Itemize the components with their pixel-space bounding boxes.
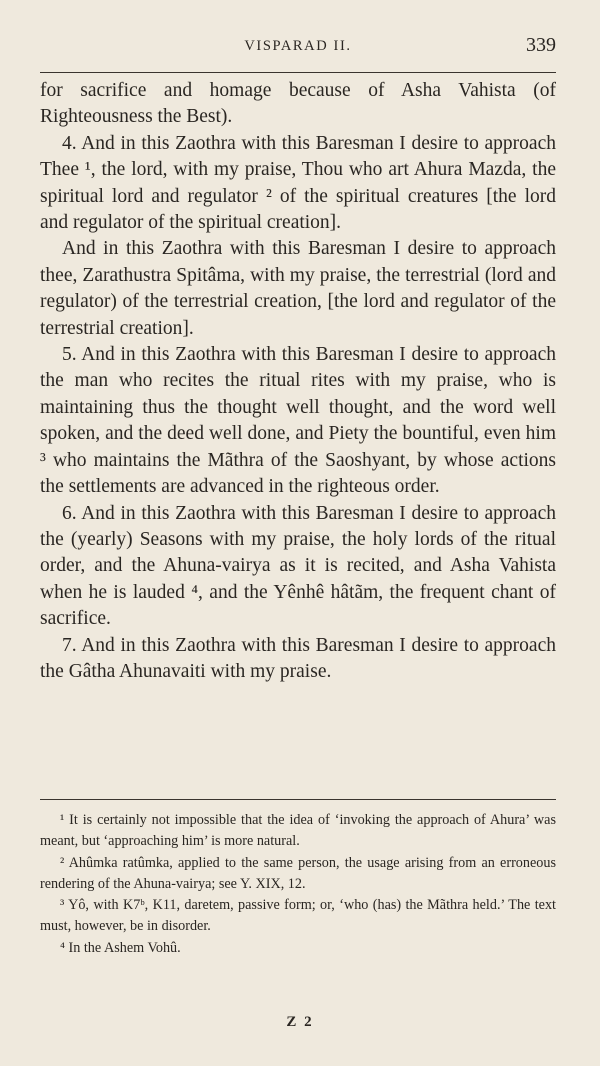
body-text <box>40 78 556 685</box>
header-rule <box>40 72 556 73</box>
paragraph: 4. And in this Zaothra with this Baresman I desire to approach Thee ¹, the lord, with my praise, Thou who art Ahura Mazda, the spiritual lord and regulator ² of the spiritual creatures [the lord and regulator of the spiritual creation]. <box>40 132 556 234</box>
running-head <box>40 34 556 62</box>
footnote: ² Ahûmka ratûmka, applied to the same person, the usage arising from an erroneous rendering of the Ahuna-vairya; see Y. XIX, 12. <box>40 854 556 892</box>
signature-mark: Z 2 <box>286 1014 314 1030</box>
footnote-rule <box>40 799 556 800</box>
running-head-title: VISPARAD II. <box>244 38 352 54</box>
footnote: ¹ It is certainly not impossible that the idea of ‘invoking the approach of Ahura’ was meant, but ‘approaching him’ is more natural. <box>40 812 556 850</box>
paragraph: And in this Zaothra with this Baresman I desire to approach thee, Zarathustra Spitâma, with my praise, the terrestrial (lord and regulator) of the terrestrial creation, [the lord and regulator of the terrestrial creation]. <box>40 238 556 339</box>
paragraph: 7. And in this Zaothra with this Baresman I desire to approach the Gâtha Ahunavaiti with my praise. <box>40 634 556 682</box>
paragraph: 6. And in this Zaothra with this Baresman I desire to approach the (yearly) Seasons with my praise, the holy lords of the ritual order, and the Ahuna-vairya as it is recited, and Asha Vahista when he is lauded ⁴, and the Yênhê hâtãm, the frequent chant of sacrifice. <box>40 502 556 630</box>
footnote: ⁴ In the Ashem Vohû. <box>60 939 181 956</box>
footnote: ³ Yô, with K7ᵇ, K11, daretem, passive form; or, ‘who (has) the Mãthra held.’ The text must, however, be in disorder. <box>40 897 556 935</box>
page-number: 339 <box>526 34 556 56</box>
paragraph: for sacrifice and homage because of Asha Vahista (of Righteousness the Best). <box>40 80 556 128</box>
paragraph: 5. And in this Zaothra with this Baresman I desire to approach the man who recites the ritual rites with my praise, who is maintaining thus the thought well thought, and the word well spoken, and the deed well done, and Piety the bountiful, even him ³ who maintains the Mãthra of the Saoshyant, by whose actions the settlements are advanced in the righteous order. <box>40 344 556 498</box>
footnotes <box>40 810 556 959</box>
